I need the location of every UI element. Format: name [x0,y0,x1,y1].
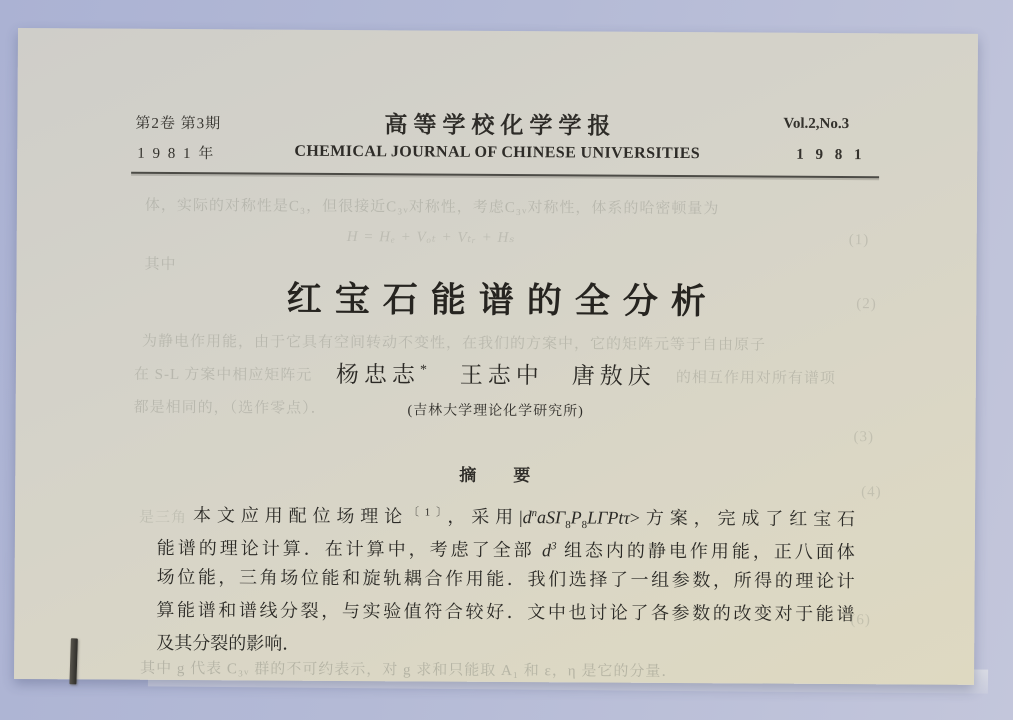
text-segment: 算能谱和谱线分裂，与实验值符合较好．文中也讨论了各参数的改变对于能谱 [156,599,855,625]
ghost-text-line: 体，实际的对称性是C₃，但很接近C₃ᵥ对称性，考虑C₃ᵥ对称性，体系的哈密顿量为 [144,197,720,218]
ghost-text-line: 其中 [144,256,177,273]
volume-issue-cn: 第2卷 第3期 [135,115,222,133]
ghost-text-line: 的相互作用对所有谱项 [675,370,836,388]
ghost-equation: H = Hₑ + Vₒₜ + Vₜᵣ + Hₛ [346,229,516,247]
text-segment: aSΓ [537,507,566,528]
text-segment: 8 [581,519,588,532]
text-segment: 杨忠志 [335,361,421,388]
ghost-text-line: 其中 g 代表 C₃ᵥ 群的不可约表示，对 g 求和只能取 A₁ 和 ε，η 是它的分量． [140,660,678,681]
text-segment: LΓPtτ [587,507,630,528]
ghost-equation-number: (4) [861,484,882,501]
journal-title-en: CHEMICAL JOURNAL OF CHINESE UNIVERSITIES [294,142,701,163]
year-cn: 1 9 8 1 年 [137,145,216,163]
text-segment: d [522,507,532,528]
abstract-line [156,598,854,626]
text-segment: 〔1〕 [408,506,448,519]
text-segment: 本文应用配位场理论 [192,505,409,527]
ghost-text-line: 是三角 [138,509,188,527]
ghost-equation-number: (2) [856,296,877,313]
ghost-equation-number: (6) [850,612,871,629]
year-en: 1 9 8 1 [796,146,866,164]
ghost-text-line: 为静电作用能，由于它具有空间转动不变性，在我们的方案中，它的矩阵元等于自由原子 [142,333,767,354]
volume-issue-en: Vol.2,No.3 [783,115,850,133]
text-segment: | [518,507,523,528]
text-segment: 及其分裂的影响． [156,632,301,654]
journal-page [14,28,978,685]
ghost-equation-number: (1) [848,232,870,249]
affiliation: (吉林大学理论化学研究所) [407,403,584,420]
text-segment: 场位能，三角场位能和旋轨耦合作用能．我们选择了一组参数，所得的理论计 [156,566,855,592]
text-segment: 王志中 [459,362,544,389]
text-segment: >方案，完成了红宝石 [629,507,856,530]
text-segment: 组态内的静电作用能，正八面体 [556,540,855,563]
journal-title-cn: 高等学校化学学报 [384,112,617,139]
text-segment [432,363,460,388]
text-segment: 8 [565,518,571,531]
text-segment: P [570,507,582,528]
text-segment: d [542,540,552,561]
author-line [16,354,976,393]
text-segment: 3 [551,540,557,553]
text-segment: n [531,507,538,520]
ghost-text-line: 在 S-L 方案中相应矩阵元 [133,366,313,384]
text-segment: ，采用 [447,506,520,528]
abstract-line [156,631,854,659]
text-segment [544,363,572,388]
text-segment: 唐敖庆 [571,363,656,389]
text-segment: * [419,361,432,377]
ghost-text-line: 都是相同的，（选作零点）． [133,399,327,417]
abstract-heading: 摘 要 [459,465,532,486]
staple [69,638,77,684]
text-segment: 能谱的理论计算．在计算中，考虑了全部 [156,537,543,561]
abstract-line [157,532,855,564]
abstract-line [157,565,855,593]
article-title: 红宝石能谱的全分析 [286,279,719,322]
ghost-equation-number: (3) [853,429,875,446]
masthead-rule [131,172,879,179]
